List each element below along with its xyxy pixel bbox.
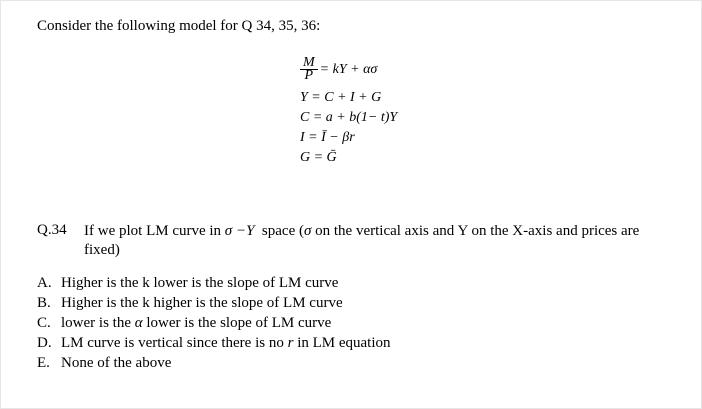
equation-income: Y = C + I + G [300,90,382,105]
equation-investment: I = Ī − βr [300,130,355,145]
question-text-part-b: space ( [261,223,304,239]
option-a[interactable] [37,273,391,293]
option-math-alpha: α [134,315,143,331]
question-text-part-a: If we plot LM curve in [84,223,222,239]
option-text: LM curve is vertical since there is no [61,335,284,351]
fraction-m-over-p [300,57,318,82]
option-letter: A. [37,275,52,291]
option-text: Higher is the k lower is the slope of LM curve [61,275,339,291]
answer-options [37,273,391,373]
question-text-part-c: on the vertical axis and Y on the X-axis and prices are fixed) [84,223,640,258]
option-math-r: r [287,335,294,351]
option-text: None of the above [61,355,172,371]
option-letter: D. [37,335,52,351]
option-letter: B. [37,295,51,311]
option-b[interactable] [37,293,391,313]
model-equations [300,52,430,168]
question-number: Q.34 [37,222,67,238]
fraction-denominator: P [304,68,314,84]
equation-consumption: C = a + b(1− t)Y [300,110,398,125]
option-d[interactable] [37,333,391,353]
equation-government: G = Ḡ [300,150,337,165]
option-text: Higher is the k higher is the slope of LM curve [61,295,343,311]
option-c[interactable] [37,313,391,333]
fraction-numerator: M [300,57,318,70]
option-e[interactable] [37,353,391,373]
question-text [84,222,664,260]
question-math-sigma: σ [303,223,312,239]
option-letter: C. [37,315,51,331]
question-math-sigma-y: σ −Y [224,223,255,239]
equation-money-market [300,52,430,88]
equation-rhs: = kY + ασ [319,62,378,77]
option-text-post: in LM equation [297,335,391,351]
option-letter: E. [37,355,50,371]
intro-text: Consider the following model for Q 34, 35, 36: [37,18,321,34]
option-text: lower is the [61,315,131,331]
option-text-post: lower is the slope of LM curve [146,315,332,331]
